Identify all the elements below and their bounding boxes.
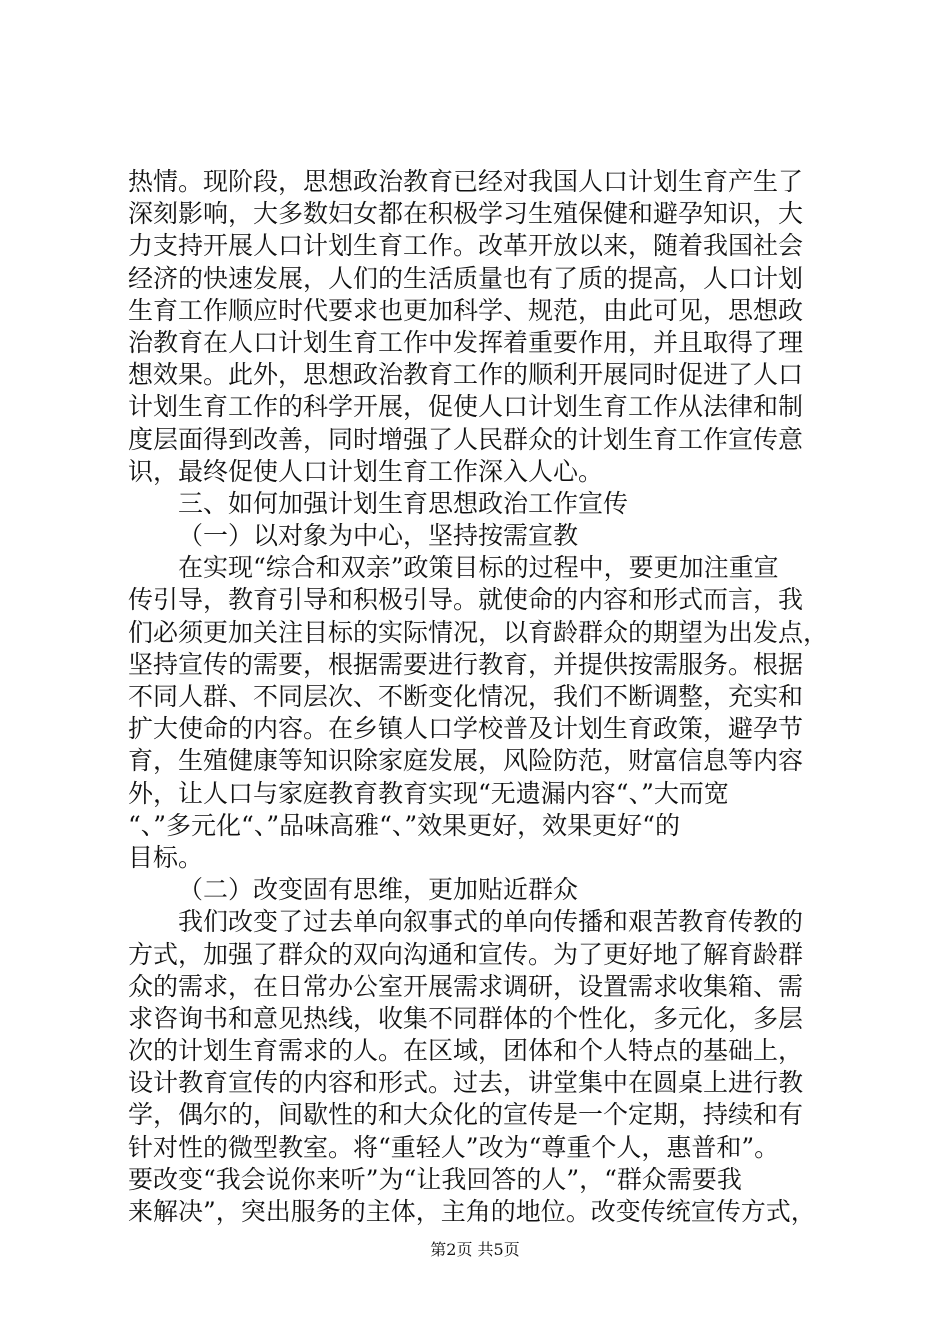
text-line: 计划生育工作的科学开展，促使人口计划生育工作从法律和制 bbox=[128, 392, 804, 422]
text-line: 度层面得到改善，同时增强了人民群众的计划生育工作宣传意 bbox=[128, 424, 804, 454]
page-footer bbox=[0, 1237, 950, 1260]
text-line: 我们改变了过去单向叙事式的单向传播和艰苦教育传教的 bbox=[178, 907, 804, 937]
text-line: “、”多元化“、”品味高雅“、”效果更好，效果更好“的 bbox=[128, 810, 680, 840]
text-line: 目标。 bbox=[128, 842, 204, 872]
text-line: 治教育在人口计划生育工作中发挥着重要作用，并且取得了理 bbox=[128, 327, 804, 357]
text-line: 力支持开展人口计划生育工作。改革开放以来，随着我国社会 bbox=[128, 231, 804, 261]
text-line: 外，让人口与家庭教育教育实现“无遗漏内容“、”大而宽 bbox=[128, 778, 729, 808]
text-line: 生育工作顺应时代要求也更加科学、规范，由此可见，思想政 bbox=[128, 295, 804, 325]
text-line: 在实现“综合和双亲”政策目标的过程中，要更加注重宣 bbox=[178, 553, 779, 583]
text-line: 扩大使命的内容。在乡镇人口学校普及计划生育政策，避孕节 bbox=[128, 714, 804, 744]
text-line: 众的需求，在日常办公室开展需求调研，设置需求收集箱、需 bbox=[128, 971, 804, 1001]
text-line: 热情。现阶段，思想政治教育已经对我国人口计划生育产生了 bbox=[128, 167, 804, 196]
subsection-heading: （一）以对象为中心，坚持按需宣教 bbox=[178, 521, 579, 551]
text-line: 来解决”，突出服务的主体，主角的地位。改变传统宣传方式， bbox=[128, 1197, 816, 1226]
text-line: 想效果。此外，思想政治教育工作的顺利开展同时促进了人口 bbox=[128, 360, 804, 390]
text-line: 设计教育宣传的内容和形式。过去，讲堂集中在圆桌上进行教 bbox=[128, 1068, 804, 1098]
text-line: 不同人群、不同层次、不断变化情况，我们不断调整，充实和 bbox=[128, 682, 804, 711]
body-text bbox=[128, 166, 828, 1228]
text-line: 育，生殖健康等知识除家庭发展，风险防范，财富信息等内容 bbox=[128, 746, 804, 776]
text-line: 深刻影响，大多数妇女都在积极学习生殖保健和避孕知识，大 bbox=[128, 199, 804, 229]
text-line: 识，最终促使人口计划生育工作深入人心。 bbox=[128, 456, 604, 486]
text-line: 要改变“我会说你来听”为“让我回答的人”，“群众需要我 bbox=[128, 1164, 742, 1194]
text-line: 针对性的微型教室。将“重轻人”改为“尊重个人，惠普和”。 bbox=[128, 1132, 780, 1162]
text-line: 次的计划生育需求的人。在区域，团体和个人特点的基础上， bbox=[128, 1036, 804, 1066]
text-line: 经济的快速发展，人们的生活质量也有了质的提高，人口计划 bbox=[128, 263, 804, 293]
section-heading: 三、如何加强计划生育思想政治工作宣传 bbox=[178, 488, 629, 518]
text-line: 学，偶尔的，间歇性的和大众化的宣传是一个定期，持续和有 bbox=[128, 1100, 804, 1130]
text-line: 求咨询书和意见热线，收集不同群体的个性化，多元化，多层 bbox=[128, 1003, 804, 1033]
text-line: 坚持宣传的需要，根据需要进行教育，并提供按需服务。根据 bbox=[128, 649, 804, 679]
text-line: 传引导，教育引导和积极引导。就使命的内容和形式而言，我 bbox=[128, 585, 804, 615]
subsection-heading: （二）改变固有思维，更加贴近群众 bbox=[178, 875, 579, 905]
page-number-label: 第2页 共5页 bbox=[430, 1240, 520, 1259]
text-line: 们必须更加关注目标的实际情况，以育龄群众的期望为出发点， bbox=[128, 617, 828, 647]
text-line: 方式，加强了群众的双向沟通和宣传。为了更好地了解育龄群 bbox=[128, 939, 804, 969]
